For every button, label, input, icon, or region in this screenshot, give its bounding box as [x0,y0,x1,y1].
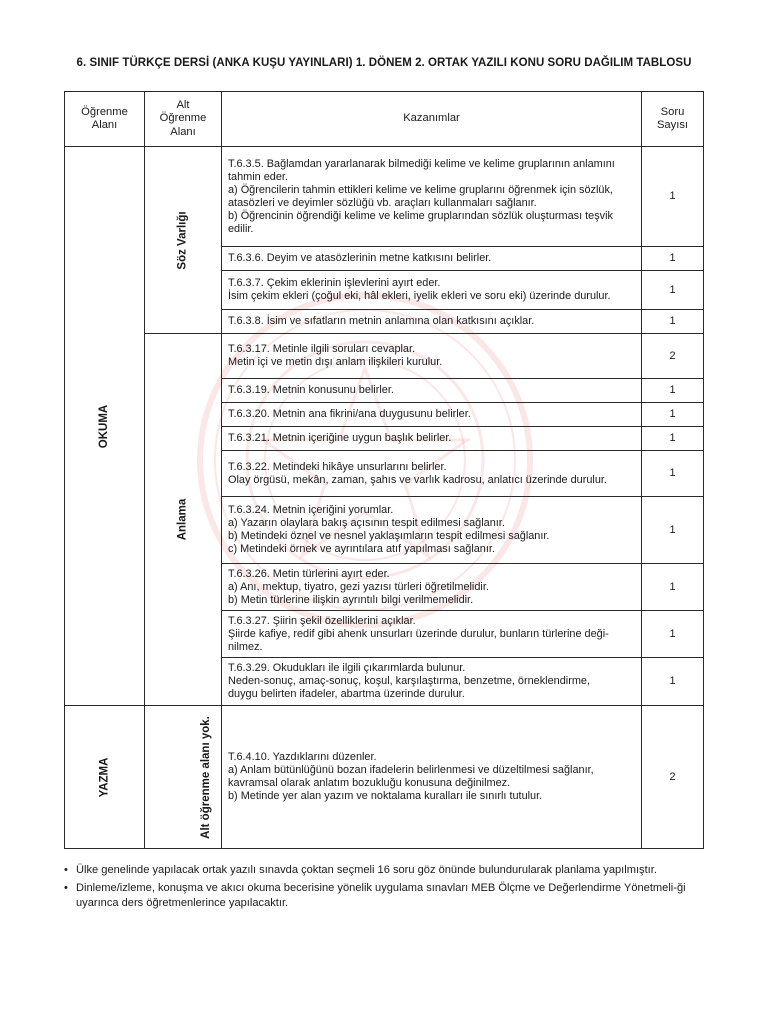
sub-area-cell [145,334,222,706]
question-count-cell: 1 [642,147,704,247]
outcome-line: duygu belirten ifadeler, abartma üzerinde durulur. [228,688,465,700]
outcome-cell [222,247,642,271]
outcome-cell [222,379,642,403]
outcome-line: T.6.3.19. Metnin konusunu belirler. [228,384,394,396]
outcome-line: T.6.3.6. Deyim ve atasözlerinin metne katkısını belirler. [228,252,492,264]
outcome-line: T.6.3.21. Metnin içeriğine uygun başlık belirler. [228,432,452,444]
table-body [65,147,704,849]
outcome-line: T.6.3.17. Metinle ilgili soruları cevaplar. [228,343,416,355]
sub-area-cell [145,147,222,334]
bullet: • [64,864,68,876]
outcome-line: b) Öğrencinin öğrendiği kelime ve kelime gruplarından sözlük oluşturması teşvik [228,209,613,222]
outcome-line: T.6.3.26. Metin türlerini ayırt eder. [228,567,390,580]
outcome-line: atasözleri ve deyimler sözlüğü vb. araçları kullanmaları sağlanır. [228,196,537,209]
question-count-cell: 1 [642,497,704,564]
outcome-line: a) Öğrencilerin tahmin ettikleri kelime ve kelime gruplarını öğrenmek için sözlük, [228,183,613,196]
outcome-line: Metin içi ve metin dışı anlam ilişkileri kurulur. [228,356,443,368]
learning-area-cell [65,147,145,706]
question-count-cell: 1 [642,611,704,658]
outcome-line: İsim çekim ekleri (çoğul eki, hâl ekleri, iyelik ekleri ve soru eki) üzerinde durulur. [228,290,611,302]
outcome-line: T.6.3.22. Metindeki hikâye unsurlarını belirler. [228,460,447,473]
question-count-cell: 1 [642,564,704,611]
outcome-line: b) Metin türlerine ilişkin ayrıntılı bilgi verilmemelidir. [228,593,474,606]
outcome-line: a) Anlam bütünlüğünü bozan ifadelerin belirlenmesi ve düzeltilmesi sağlanır, [228,764,594,776]
table-row [65,334,704,379]
table-row [65,147,704,247]
outcome-cell [222,611,642,658]
footnote-text: Dinleme/izleme, konuşma ve akıcı okuma becerisine yönelik uygulama sınavları MEB Ölçme ve Değerlendirme Yönetmeli-ği uyarınca ders öğretmenlerince yapılacaktır. [76,881,686,909]
sub-area-label: Anlama [176,498,189,541]
bullet: • [64,881,68,894]
outcome-line: T.6.3.20. Metnin ana fikrini/ana duygusunu belirler. [228,408,471,420]
footnote-item [64,863,710,879]
outcome-line: a) Anı, mektup, tiyatro, gezi yazısı türleri öğretilmelidir. [228,580,489,593]
footnote-text: Ülke genelinde yapılacak ortak yazılı sınavda çoktan seçmeli 16 soru göz önünde bulundurularak planlama yapılmıştır. [76,864,657,876]
outcome-line: Olay örgüsü, mekân, zaman, şahıs ve varlık kadrosu, anlatıcı üzerinde durulur. [228,473,607,486]
outcome-cell [222,451,642,497]
outcome-cell [222,658,642,706]
outcome-line: T.6.3.27. Şiirin şekil özelliklerini açıklar. [228,614,416,627]
outcome-cell [222,310,642,334]
outcome-line: T.6.3.8. İsim ve sıfatların metnin anlamına olan katkısını açıklar. [228,315,535,327]
outcome-cell [222,403,642,427]
question-count-cell: 1 [642,379,704,403]
question-count-cell: 1 [642,427,704,451]
question-count-cell: 1 [642,247,704,271]
question-count-cell: 1 [642,310,704,334]
sub-area-cell [145,706,222,849]
outcome-line: kavramsal olarak anlatım bozukluğu konusuna değinilmez. [228,777,511,789]
outcome-line: a) Yazarın olaylara bakış açısının tespit edilmesi sağlanır. [228,517,505,529]
table-row [65,706,704,849]
footnotes [64,863,710,914]
question-count-cell: 2 [642,334,704,379]
header-learning-area: Öğrenme Alanı [65,92,145,147]
outcome-cell [222,427,642,451]
distribution-table [64,91,704,849]
learning-area-label: OKUMA [97,404,110,448]
outcome-cell [222,564,642,611]
question-count-cell: 1 [642,451,704,497]
sub-area-label: Alt öğrenme alanı yok. [199,715,212,839]
outcome-line: tahmin eder. [228,170,288,183]
learning-area-label: YAZMA [98,757,110,797]
outcome-cell [222,271,642,310]
outcome-line: T.6.3.24. Metnin içeriğini yorumlar. [228,504,394,516]
outcome-line: b) Metinde yer alan yazım ve noktalama kuralları ile sınırlı tutulur. [228,790,543,802]
document-title: 6. SINIF TÜRKÇE DERSİ (ANKA KUŞU YAYINLARI) 1. DÖNEM 2. ORTAK YAZILI KONU SORU DAĞILIM TABLOSU [76,57,692,69]
outcome-line: Şiirde kafiye, redif gibi ahenk unsurları üzerinde durulur, bunların türlerine deği- [228,627,609,640]
outcome-cell [222,334,642,379]
outcome-line: T.6.3.5. Bağlamdan yararlanarak bilmediği kelime ve kelime gruplarının anlamını [228,157,615,170]
header-sub-area: Alt Öğrenme Alanı [145,92,222,147]
footnote-item [64,881,710,912]
question-count-cell: 1 [642,271,704,310]
outcome-cell [222,497,642,564]
outcome-cell [222,706,642,849]
outcome-line: Neden-sonuç, amaç-sonuç, koşul, karşılaştırma, benzetme, örneklendirme, [228,675,590,687]
outcome-line: T.6.3.7. Çekim eklerinin işlevlerini ayırt eder. [228,277,441,289]
question-count-cell: 1 [642,658,704,706]
outcome-cell [222,147,642,247]
outcome-line: nilmez. [228,640,263,653]
outcome-line: edilir. [228,222,254,235]
header-question-count: Soru Sayısı [642,92,704,147]
outcome-line: c) Metindeki örnek ve ayrıntılara atıf yapılması sağlanır. [228,543,495,555]
question-count-cell: 2 [642,706,704,849]
outcome-line: T.6.3.29. Okudukları ile ilgili çıkarımlarda bulunur. [228,662,466,674]
outcome-line: b) Metindeki öznel ve nesnel yaklaşımların tespit edilmesi sağlanır. [228,530,550,542]
learning-area-cell [65,706,145,849]
question-count-cell: 1 [642,403,704,427]
outcome-line: T.6.4.10. Yazdıklarını düzenler. [228,751,377,763]
sub-area-label: Söz Varlığı [176,210,189,270]
header-outcomes: Kazanımlar [222,92,642,147]
